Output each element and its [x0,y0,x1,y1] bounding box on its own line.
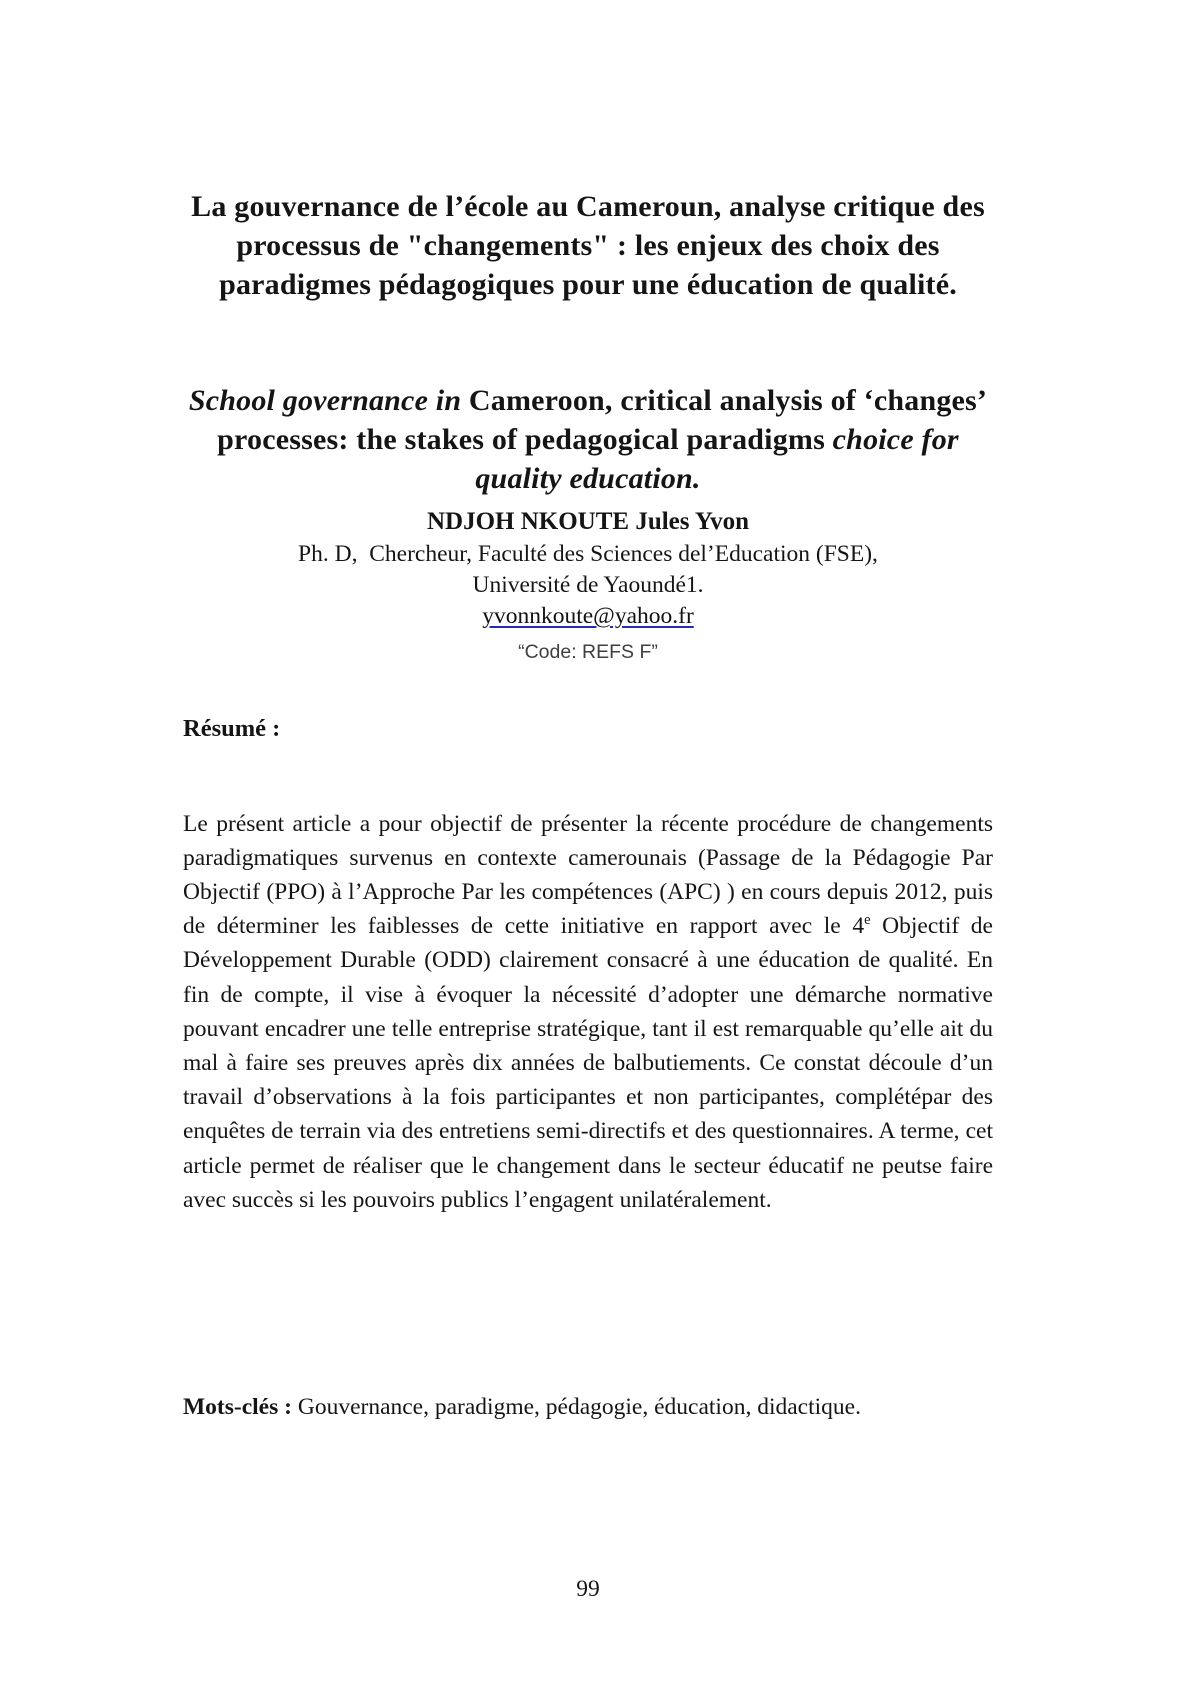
author-email-line [183,601,993,632]
author-name: NDJOH NKOUTE Jules Yvon [426,508,750,535]
resume-heading: Résumé : [183,715,281,742]
keywords-label: Mots-clés : [183,1393,292,1420]
submission-code: “Code: REFS F” [518,641,658,663]
abstract-paragraph [183,807,993,1217]
keywords-paragraph [183,1390,993,1425]
author-email-link[interactable]: yvonnkoute@yahoo.fr [482,603,694,629]
title-en-italic-segment-2: choice for quality education. [475,422,959,495]
title-en-regular-segment: Cameroon, critical analysis of ‘changes’ processes: the stakes of pedagogical paradigms [217,383,988,456]
page-number: 99 [576,1576,600,1602]
paper-title-english [183,381,993,498]
title-en-italic-segment-1: School governance in [188,383,469,417]
keywords-list: Gouvernance, paradigme, pédagogie, éducation, didactique. [291,1393,861,1420]
author-affiliation: Ph. D, Chercheur, Faculté des Sciences del’Education (FSE), [298,541,878,567]
paper-title-french: La gouvernance de l’école au Cameroun, analyse critique des processus de "changements" : les enjeux des choix des paradigmes pédagogiques pour une éducation de qualité. [191,190,985,302]
author-block [183,504,993,666]
abstract-text-part-1: Le présent article a pour objectif de présenter la récente procédure de changements paradigmatiques survenus en contexte camerounais (Passage de la Pédagogie Par Objectif (PPO) à l’Approche Par les compétences (APC) ) en cours depuis 2012, puis de déterminer les faiblesses de cette initiative en rapport avec le 4 [183,810,993,940]
abstract-text-part-2: Objectif de Développement Durable (ODD) clairement consacré à une éducation de qualité. En fin de compte, il vise à évoquer la nécessité d’adopter une démarche normative pouvant encadrer une telle entreprise stratégique, tant il est remarquable qu’elle ait du mal à faire ses preuves après dix années de balbutiements. Ce constat découle d’un travail d’observations à la fois participantes et non participantes, complétépar des enquêtes de terrain via des entretiens semi-directifs et des questionnaires. A terme, cet article permet de réaliser que le changement dans le secteur éducatif ne peutse faire avec succès si les pouvoirs publics l’engagent unilatéralement. [183,913,993,1213]
author-university: Université de Yaoundé1. [472,572,704,598]
abstract-superscript-e: e [864,912,871,929]
